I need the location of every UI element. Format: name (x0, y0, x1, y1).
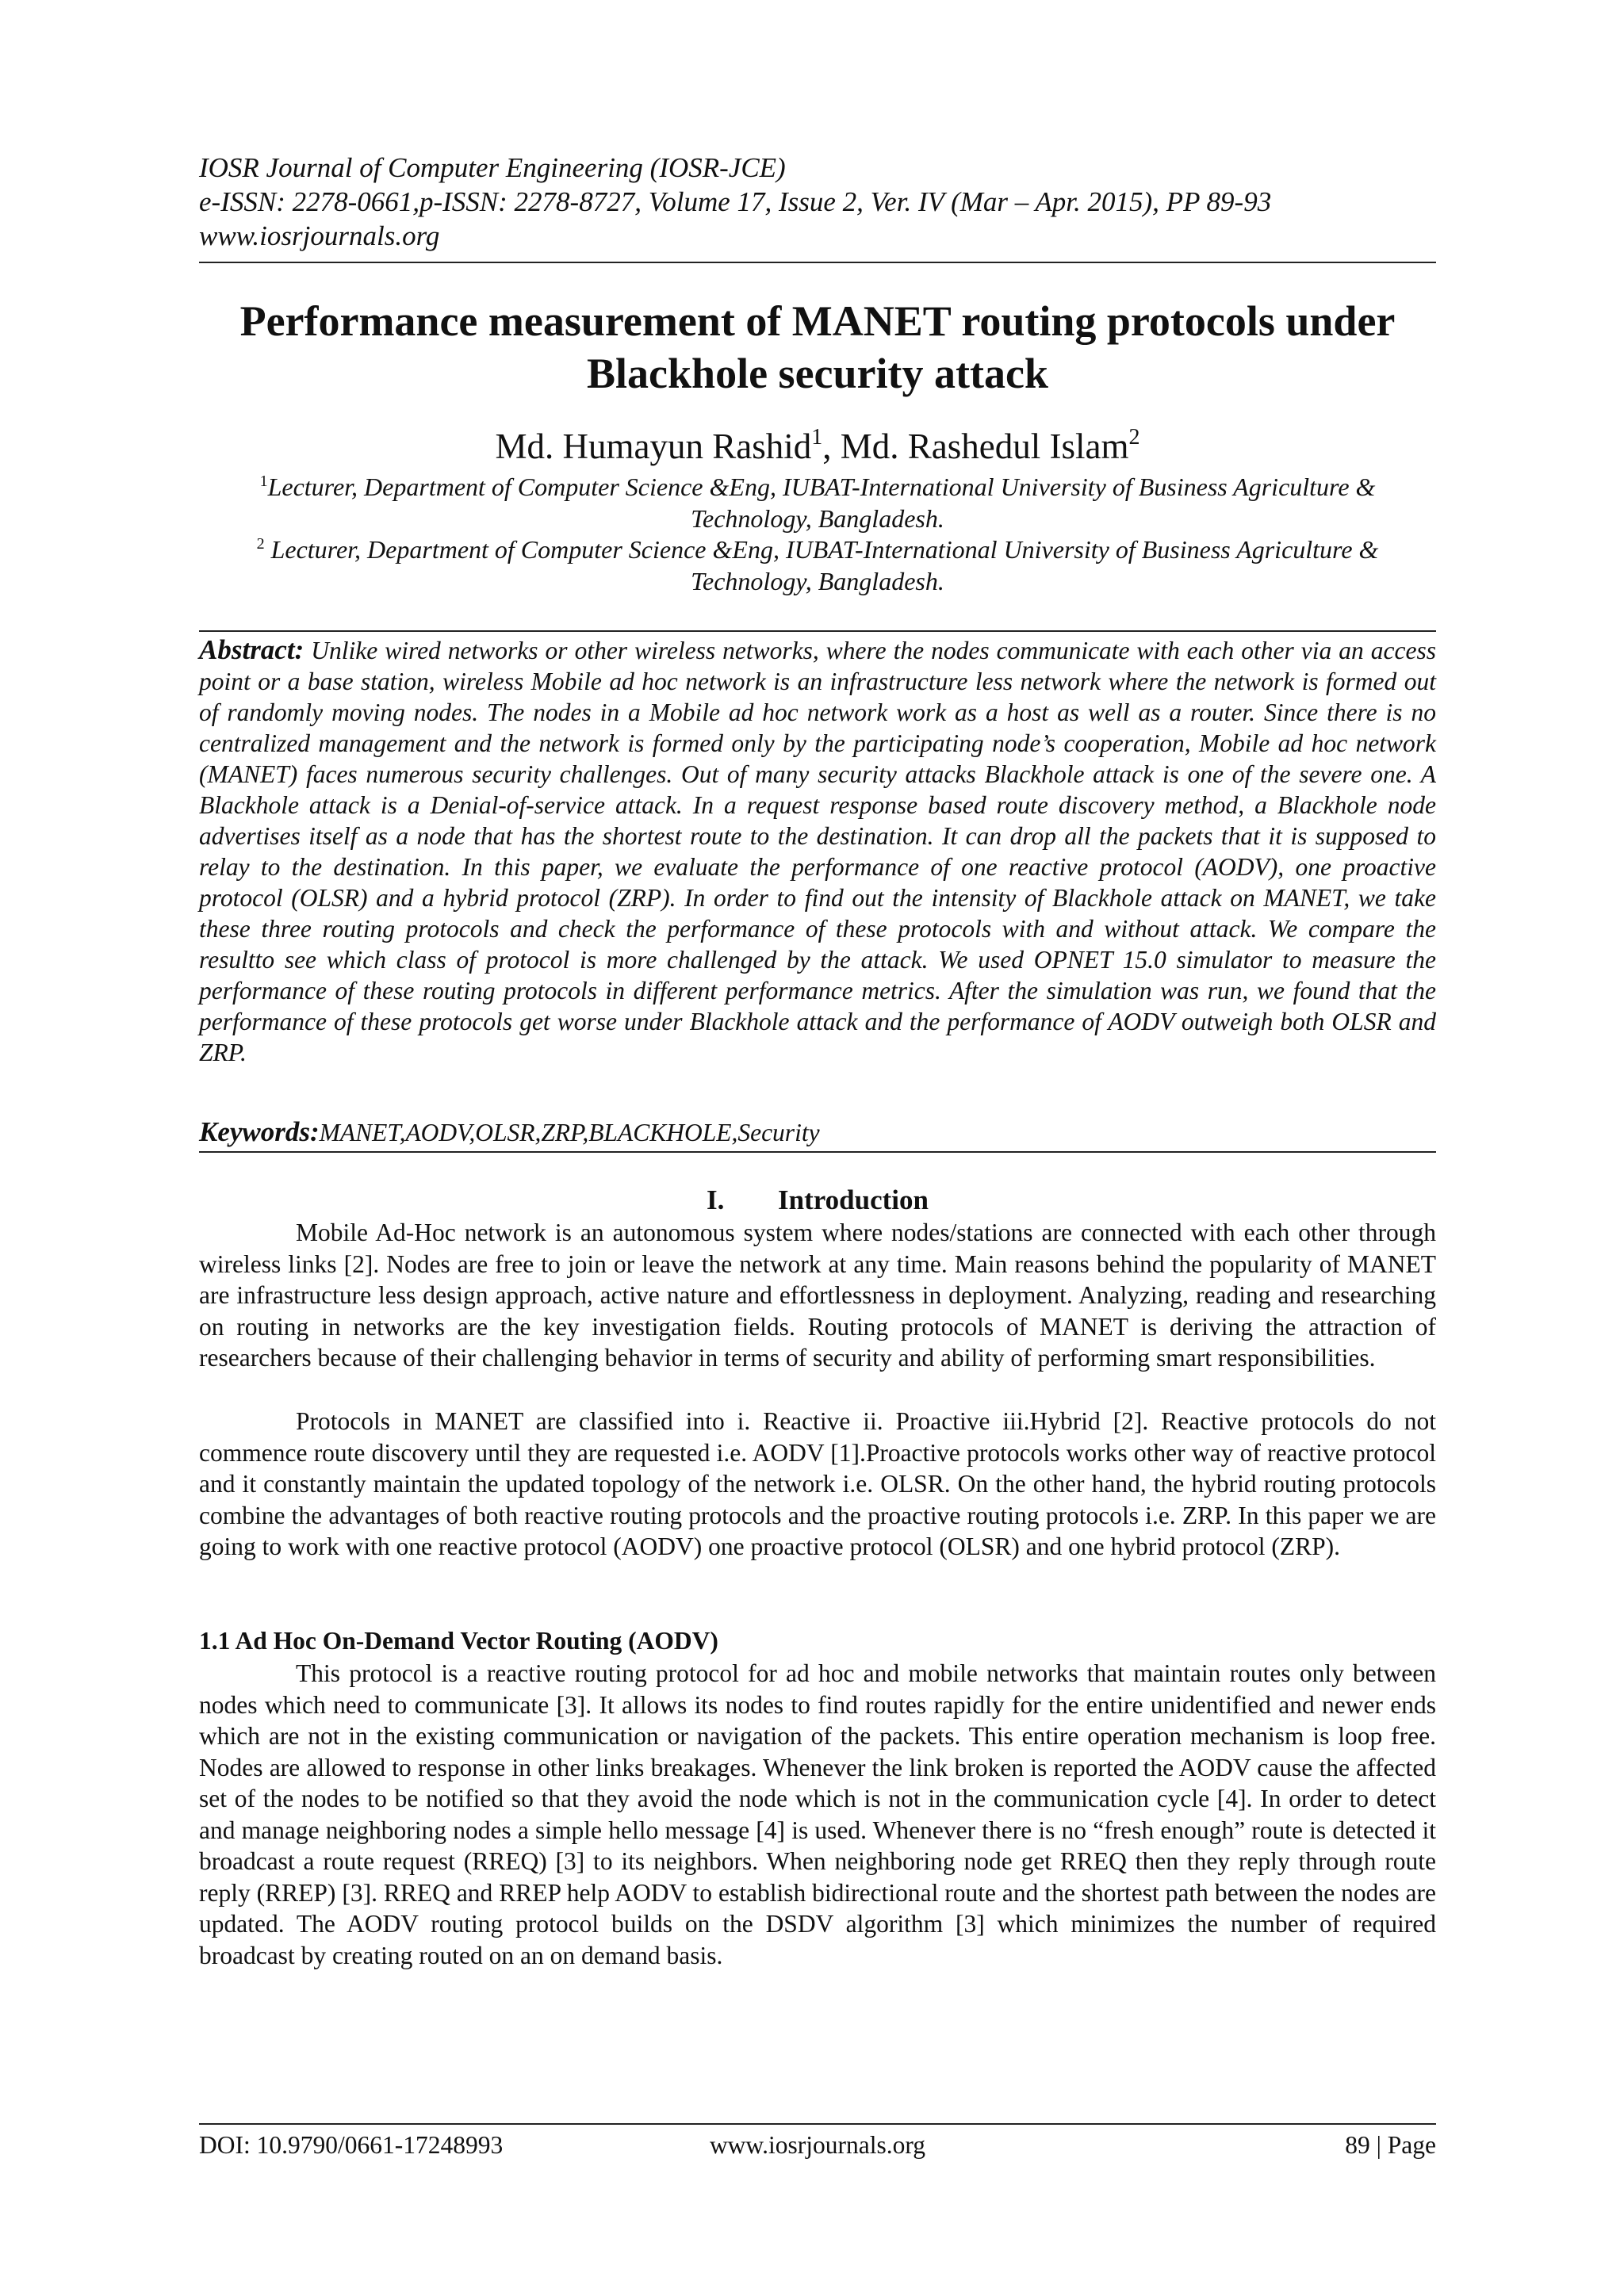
footer-doi: DOI: 10.9790/0661-17248993 (199, 2131, 504, 2159)
header-rule (199, 262, 1436, 263)
journal-website: www.iosrjournals.org (199, 220, 440, 251)
abstract-top-rule (199, 630, 1436, 632)
footer-website: www.iosrjournals.org (709, 2131, 926, 2159)
intro-paragraph-1 (199, 1217, 1436, 1374)
subsection-heading-aodv: 1.1 Ad Hoc On-Demand Vector Routing (AODV) (199, 1627, 718, 1655)
abstract-text: Unlike wired networks or other wireless networks, where the nodes communicate with each other via an access point or a base station, wireless Mobile ad hoc network is an infrastructure less network where the network is formed out of randomly moving nodes. The nodes in a Mobile ad hoc network work as a host as well as a router. Since there is no centralized management and the network is formed only by the participating node’s cooperation, Mobile ad hoc network (MANET) faces numerous security challenges. Out of many security attacks Blackhole attack is one of the severe one. A Blackhole attack is a Denial-of-service attack. In a request response based route discovery method, a Blackhole node advertises itself as a node that has the shortest route to the destination. It can drop all the packets that it is supposed to relay to the destination. In this paper, we evaluate the performance of one reactive protocol (AODV), one proactive protocol (OLSR) and a hybrid protocol (ZRP). In order to find out the intensity of Blackhole attack on MANET, we take these three routing protocols and check the performance of these protocols with and without attack. We compare the resultto see which class of protocol is more challenged by the attack. We used OPNET 15.0 simulator to measure the performance of these routing protocols in different performance metrics. After the simulation was run, we found that the performance of these protocols get worse under Blackhole attack and the performance of AODV outweigh both OLSR and ZRP. (199, 637, 1436, 1066)
abstract-label: Abstract: (199, 634, 304, 665)
section-title: Introduction (778, 1184, 929, 1215)
affiliation-2-line-2: Technology, Bangladesh. (691, 567, 944, 595)
aodv-paragraph (199, 1658, 1436, 1971)
author-1-affiliation-mark: 1 (811, 425, 823, 450)
journal-name: IOSR Journal of Computer Engineering (IOSR-JCE) (199, 152, 786, 183)
affiliation-1 (199, 471, 1436, 534)
journal-issue-info: e-ISSN: 2278-0661,p-ISSN: 2278-8727, Volume 17, Issue 2, Ver. IV (Mar – Apr. 2015), PP 89-93 (199, 186, 1272, 217)
author-separator: , (822, 427, 841, 466)
title-line-2: Blackhole security attack (587, 350, 1048, 397)
author-list (199, 424, 1436, 469)
keywords-label: Keywords: (199, 1116, 320, 1147)
footer-rule (199, 2123, 1436, 2125)
keywords-text: MANET,AODV,OLSR,ZRP,BLACKHOLE,Security (319, 1119, 820, 1146)
author-2-affiliation-mark: 2 (1128, 425, 1140, 450)
keywords (199, 1116, 1436, 1149)
page-footer (199, 2128, 1436, 2163)
footer-page-number: 89 | Page (1345, 2131, 1436, 2159)
abstract (199, 634, 1436, 1068)
affiliation-1-line-1: Lecturer, Department of Computer Science &Eng, IUBAT-International University of Business Agriculture & (267, 473, 1376, 501)
affiliation-2-mark: 2 (256, 535, 265, 553)
paper-title (199, 295, 1436, 400)
affiliation-1-mark: 1 (259, 473, 268, 490)
section-number: I. (707, 1184, 725, 1215)
intro-paragraph-1-text: Mobile Ad-Hoc network is an autonomous system where nodes/stations are connected with each other through wireless links [2]. Nodes are free to join or leave the network at any time. Main reasons behind the popularity of MANET are infrastructure less design approach, active nature and effortlessness in deployment. Analyzing, reading and researching on routing in networks are the key investigation fields. Routing protocols of MANET is deriving the attraction of researchers because of their challenging behavior in terms of security and ability of performing smart responsibilities. (199, 1219, 1436, 1372)
title-line-1: Performance measurement of MANET routing protocols under (239, 297, 1396, 345)
intro-paragraph-2-text: Protocols in MANET are classified into i. Reactive ii. Proactive iii.Hybrid [2]. Reactive protocols do not commence route discovery until they are requested i.e. AODV [1].Proactive protocols works other way of reactive protocol and it constantly maintain the updated topology of the network i.e. OLSR. On the other hand, the hybrid routing protocols combine the advantages of both reactive routing protocols and the proactive routing protocols i.e. ZRP. In this paper we are going to work with one reactive protocol (AODV) one proactive protocol (OLSR) and one hybrid protocol (ZRP). (199, 1407, 1436, 1560)
intro-paragraph-2 (199, 1406, 1436, 1563)
keywords-bottom-rule (199, 1151, 1436, 1153)
affiliation-1-line-2: Technology, Bangladesh. (691, 504, 944, 533)
section-heading-introduction (199, 1184, 1436, 1216)
affiliation-2-line-1: Lecturer, Department of Computer Science &Eng, IUBAT-International University of Business Agriculture & (264, 535, 1379, 564)
author-2: Md. Rashedul Islam (840, 427, 1129, 466)
affiliation-2 (199, 534, 1436, 597)
journal-header (199, 151, 1436, 253)
author-1: Md. Humayun Rashid (495, 427, 812, 466)
aodv-paragraph-text: This protocol is a reactive routing protocol for ad hoc and mobile networks that maintain routes only between nodes which need to communicate [3]. It allows its nodes to find routes rapidly for the entire unidentified and newer ends which are not in the existing communication or navigation of the packets. This entire operation mechanism is loop free. Nodes are allowed to response in other links breakages. Whenever the link broken is reported the AODV cause the affected set of the nodes to be notified so that they avoid the node which is not in the communication cycle [4]. In order to detect and manage neighboring nodes a simple hello message [4] is used. Whenever there is no “fresh enough” route is detected it broadcast a route request (RREQ) [3] to its neighbors. When neighboring node get RREQ then they reply through route reply (RREP) [3]. RREQ and RREP help AODV to establish bidirectional route and the shortest path between the nodes are updated. The AODV routing protocol builds on the DSDV algorithm [3] which minimizes the number of required broadcast by creating routed on an on demand basis. (199, 1659, 1436, 1969)
